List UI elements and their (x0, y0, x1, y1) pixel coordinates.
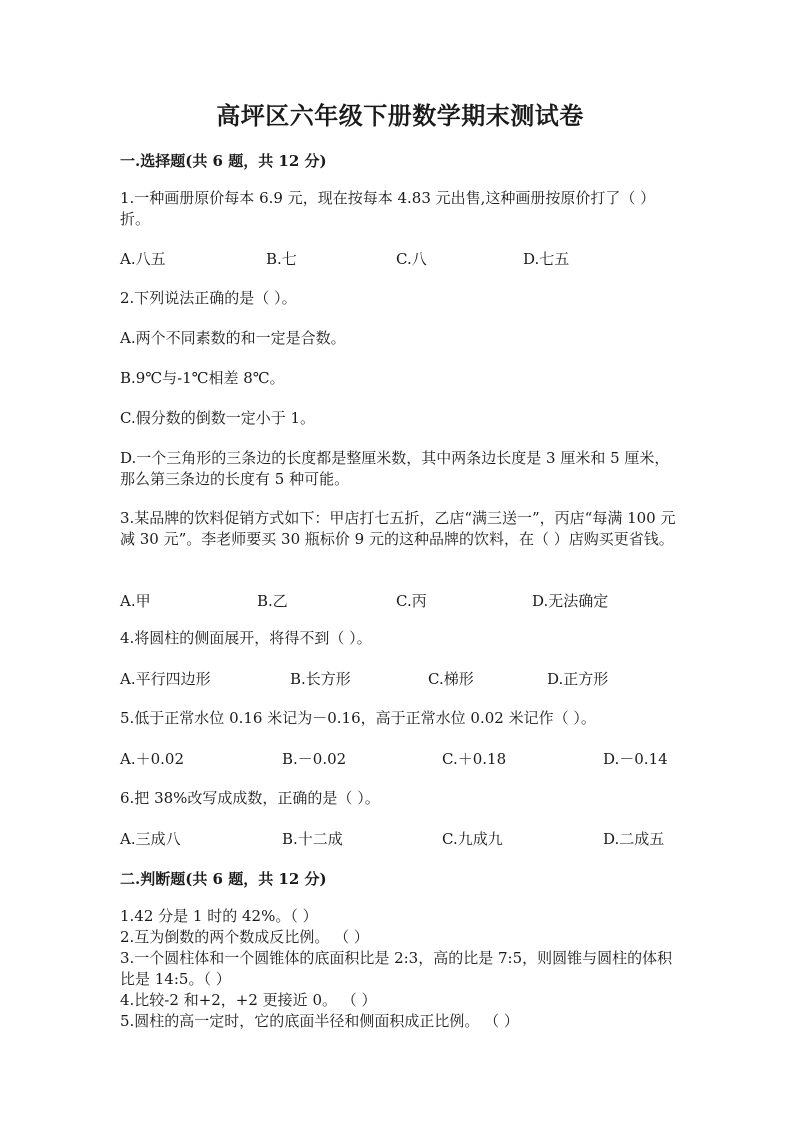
option-d: D.无法确定 (532, 592, 609, 610)
judgment-item-3: 3.一个圆柱体和一个圆锥体的底面积比是 2:3，高的比是 7:5，则圆锥与圆柱的体积比是 14:5。（ ） (120, 949, 673, 988)
question-2-option-b: B.9℃与-1℃相差 8℃。 (120, 369, 285, 387)
question-6: 6.把 38%改写成成数，正确的是（ ）。 (120, 789, 380, 807)
option-d: D.二成五 (603, 830, 665, 848)
judgment-item-4: 4.比较-2 和+2，+2 更接近 0。 （ ） (120, 991, 377, 1009)
judgment-item-2: 2.互为倒数的两个数成反比例。 （ ） (120, 928, 369, 946)
option-c: C.八 (396, 250, 427, 268)
option-b: B.十二成 (282, 830, 343, 848)
page-title: 高坪区六年级下册数学期末测试卷 (216, 101, 584, 130)
option-a: A.三成八 (120, 830, 181, 848)
section-heading-true-false: 二.判断题(共 6 题，共 12 分) (120, 870, 327, 888)
question-5: 5.低于正常水位 0.16 米记为－0.16，高于正常水位 0.02 米记作（ ）。 (120, 709, 596, 727)
question-4-options (120, 668, 682, 689)
question-5-options (120, 748, 682, 769)
question-4: 4.将圆柱的侧面展开，将得不到（ ）。 (120, 629, 372, 647)
option-d: D.七五 (523, 250, 570, 268)
option-a: A.甲 (120, 592, 151, 610)
option-b: B.长方形 (290, 670, 351, 688)
question-6-options (120, 828, 682, 849)
option-d: D.正方形 (547, 670, 609, 688)
section-heading-choice: 一.选择题(共 6 题，共 12 分) (120, 152, 327, 170)
option-b: B.七 (266, 250, 297, 268)
option-b: B.乙 (257, 592, 288, 610)
option-b: B.－0.02 (282, 750, 347, 768)
judgment-item-5: 5.圆柱的高一定时，它的底面半径和侧面积成正比例。 （ ） (120, 1012, 519, 1030)
option-a: A.平行四边形 (120, 670, 211, 688)
question-2-option-c: C.假分数的倒数一定小于 1。 (120, 409, 316, 427)
option-a: A.＋0.02 (120, 750, 184, 768)
option-c: C.九成九 (442, 830, 503, 848)
question-3-options (120, 590, 682, 611)
option-c: C.＋0.18 (442, 750, 507, 768)
option-c: C.梯形 (428, 670, 474, 688)
question-3: 3.某品牌的饮料促销方式如下：甲店打七五折，乙店“满三送一”，丙店“每满 100 元减 30 元”。李老师要买 30 瓶标价 9 元的这种品牌的饮料，在（ ）店购买更省钱。 (120, 509, 676, 548)
judgment-item-1: 1.42 分是 1 时的 42%。（ ） (120, 907, 318, 925)
option-c: C.丙 (396, 592, 427, 610)
question-2-option-d: D.一个三角形的三条边的长度都是整厘米数，其中两条边长度是 3 厘米和 5 厘米，那么第三条边的长度有 5 种可能。 (120, 449, 670, 488)
question-1-options (120, 248, 682, 269)
question-2: 2.下列说法正确的是（ ）。 (120, 289, 297, 307)
question-1: 1.一种画册原价每本 6.9 元，现在按每本 4.83 元出售,这种画册按原价打了（ ）折。 (120, 189, 656, 228)
option-a: A.八五 (120, 250, 166, 268)
option-d: D.－0.14 (603, 750, 668, 768)
question-2-option-a: A.两个不同素数的和一定是合数。 (120, 329, 346, 347)
